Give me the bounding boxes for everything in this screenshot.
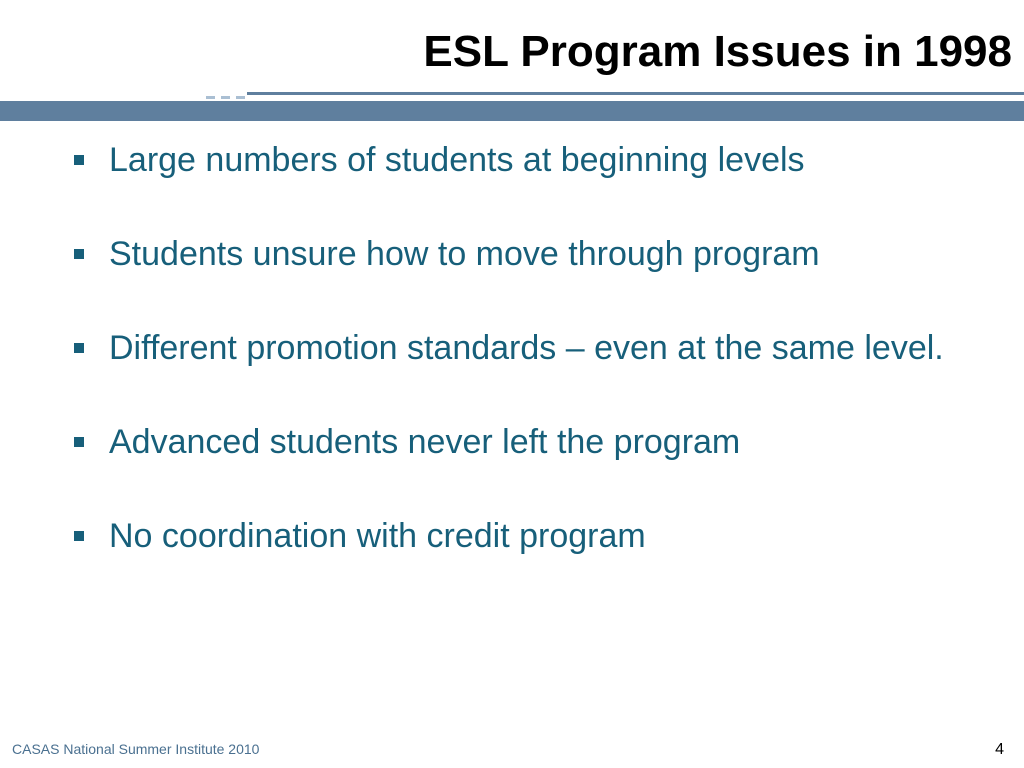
square-bullet-icon [74, 155, 84, 165]
bullet-text: Different promotion standards – even at the same level. [109, 329, 944, 367]
header-dash [221, 96, 230, 99]
header-dash [236, 96, 245, 99]
bullet-text: Large numbers of students at beginning levels [109, 141, 805, 179]
square-bullet-icon [74, 343, 84, 353]
header-dash [206, 96, 215, 99]
footer-text: CASAS National Summer Institute 2010 [12, 741, 260, 757]
slide-title: ESL Program Issues in 1998 [423, 27, 1012, 76]
square-bullet-icon [74, 437, 84, 447]
square-bullet-icon [74, 249, 84, 259]
header-accent-line [247, 92, 1024, 95]
bullet-item [72, 514, 972, 558]
bullet-text: Students unsure how to move through program [109, 235, 820, 273]
page-number: 4 [995, 741, 1004, 758]
bullet-text: No coordination with credit program [109, 517, 646, 555]
bullet-item [72, 420, 972, 464]
bullet-list [72, 138, 972, 608]
bullet-item [72, 326, 972, 370]
header-band [0, 101, 1024, 121]
square-bullet-icon [74, 531, 84, 541]
bullet-item [72, 232, 972, 276]
bullet-item [72, 138, 972, 182]
bullet-text: Advanced students never left the program [109, 423, 741, 461]
